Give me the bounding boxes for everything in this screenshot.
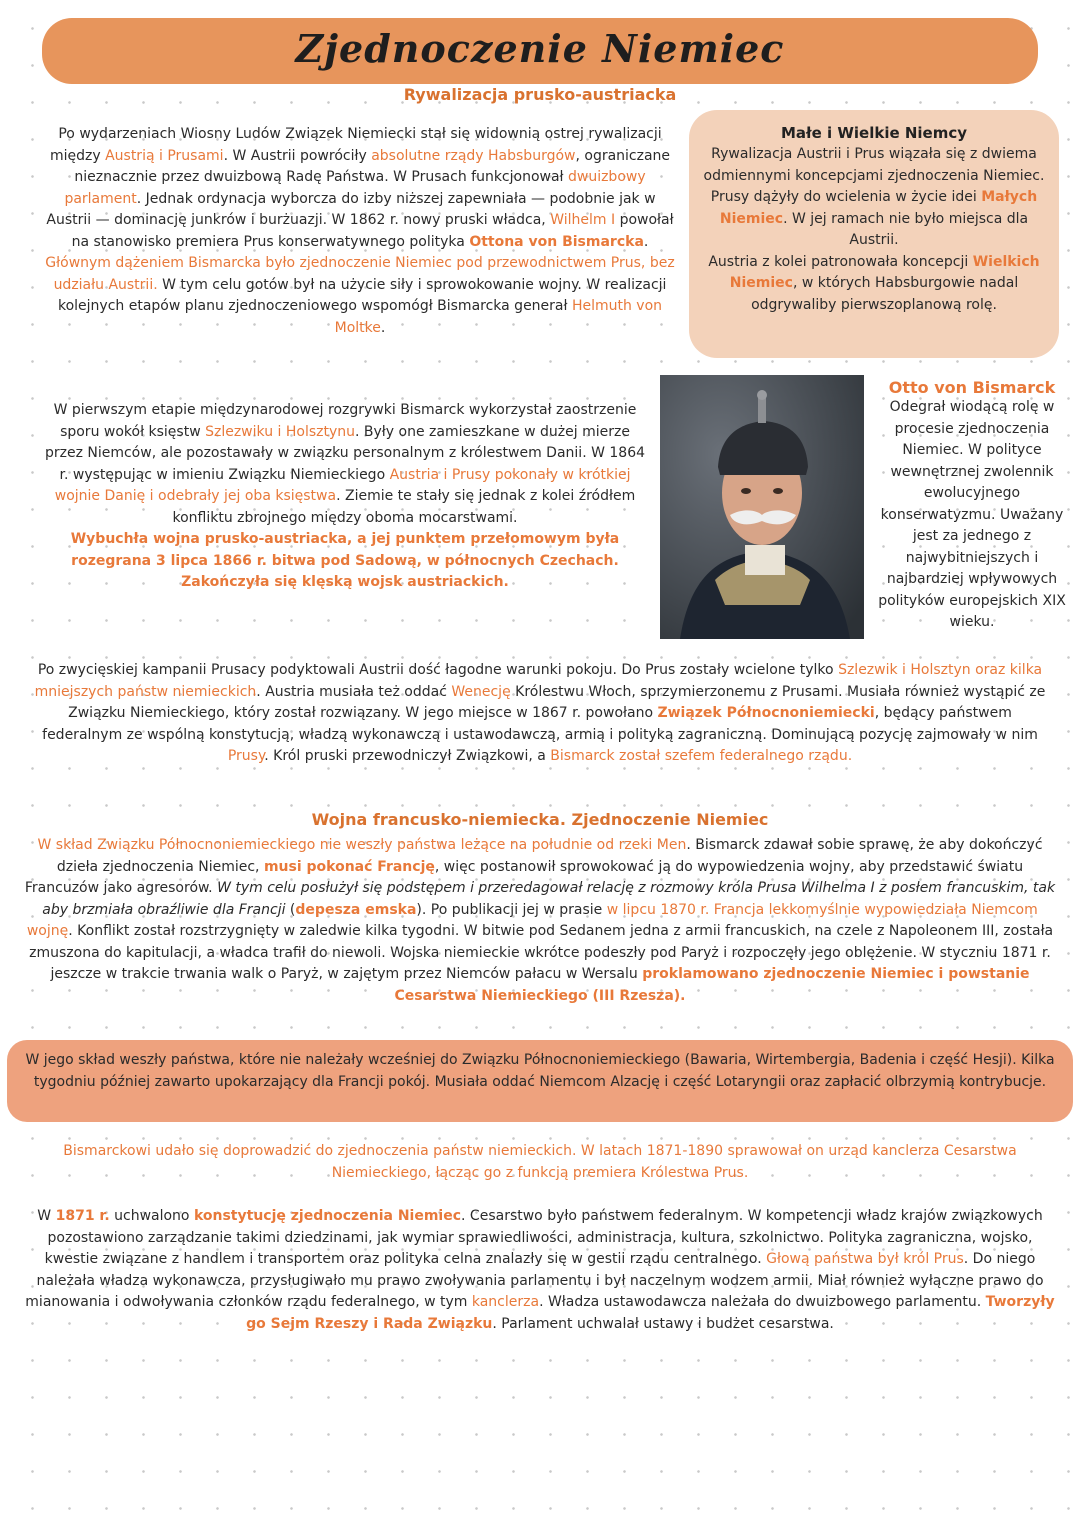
paragraph-franco-prussian-war: W skład Związku Północnoniemieckiego nie weszły państwa leżące na południe od rzeki Men. Bismarck zdawał sobie sprawę, że aby dokończyć dzieła zjednoczenia Niemiec, musi pokonać Francję, więc postanowił sprowokować ją do wypowiedzenia wojny, aby przedstawić światu Francuzów jako agresorów. W tym celu posłużył się podstępem i przeredagował relację z rozmowy króla Prusa Wilhelma I z posłem francuskim, tak aby brzmiała obraźliwie dla Francji (depesza emska). Po publikacji jej w prasie w lipcu 1870 r. Francja lekkomyślnie wypowiedziała Niemcom wojnę. Konflikt został rozstrzygnięty w zaledwie kilka tygodni. W bitwie pod Sedanem jedna z armii francuskich, na czele z Napoleonem III, została zmuszona do kapitulacji, a władca trafił do niewoli. Wojska niemieckie wkrótce podeszły pod Paryż i rozpoczęły jego oblężenie. W styczniu 1871 r. jeszcze w trakcie trwania walk o Paryż, w zajętym przez Niemców pałacu w Wersalu proklamowano zjednoczenie Niemiec i powstanie Cesarstwa Niemieckiego (III Rzesza).: [24, 837, 1056, 1004]
text-segment: musi pokonać Francję: [263, 858, 435, 875]
text-segment: Austrią i Prusami: [105, 147, 224, 164]
section-heading-rivalry: Rywalizacja prusko-austriacka: [403, 85, 677, 104]
highlight-band-text: W jego skład weszły państwa, które nie należały wcześniej do Związku Północnoniemieckiego (Bawaria, Wirtembergia, Badenia i część Hesji). Kilka tygodniu później zawarto upokarzający dla Francji pokój. Musiała oddać Niemcom Alzację i część Lotaryngii oraz zapłacić olbrzymią kontrybucje.: [25, 1052, 1055, 1090]
text-segment: W skład Związku Północnoniemieckiego nie weszły państwa leżące na południe od rzeki Men: [37, 837, 687, 853]
paragraph-chancellor: Bismarckowi udało się doprowadzić do zjednoczenia państw niemieckich. W latach 1871-1890 sprawował on urząd kanclerza Cesarstwa Niemieckiego, łącząc go z funkcją premiera Królestwa Prus.: [63, 1143, 1017, 1181]
text-segment: Wybuchła wojna prusko-austriacka, a jej punktem przełomowym była rozegrana 3 lipca 1866 r. bitwa pod Sadową, w północnych Czechach. Zakończyła się klęską wojsk austriackich.: [70, 531, 620, 590]
portrait-image: [660, 375, 864, 639]
text-segment: Wielkich Niemiec: [729, 253, 1040, 291]
bismarck-name: Otto von Bismarck: [888, 378, 1056, 397]
bismarck-portrait: [660, 375, 864, 639]
bismarck-description: Odegrał wiodącą rolę w procesie zjednoczenia Niemiec. W polityce wewnętrznej zwolennik ewolucyjnego konserwatyzmu. Uważany jest za jednego z najwybitniejszych i najbardziej wpływowych polityków europejskich XIX wieku.: [878, 399, 1066, 630]
text-segment: Austria i Prusy pokonały w krótkiej wojnie Danię i odebrały jej oba księstwa: [54, 466, 631, 504]
text-segment: absolutne rządy Habsburgów: [371, 147, 576, 164]
highlight-band: [7, 1040, 1073, 1122]
page-title: Zjednoczenie Niemiec: [295, 26, 785, 71]
text-segment: Szlezwiku i Holsztynu: [205, 423, 356, 440]
text-segment: W tym celu posłużył się podstępem i przeredagował relację z rozmowy króla Prusa Wilhelma I z posłem francuskim, tak aby brzmiała obraźliwie dla Francji: [42, 880, 1056, 918]
text-segment: Związek Północnoniemiecki: [657, 705, 875, 721]
text-segment: Tworzyły go Sejm Rzeszy i Rada Związku: [246, 1294, 1055, 1332]
title-banner: [42, 18, 1038, 84]
text-segment: dwuizbowy parlament: [64, 169, 646, 207]
text-segment: proklamowano zjednoczenie Niemiec i powstanie Cesarstwa Niemieckiego (III Rzesza).: [394, 966, 1030, 1004]
text-segment: Ottona von Bismarcka: [469, 233, 644, 250]
paragraph-constitution: W 1871 r. uchwalono konstytucję zjednoczenia Niemiec. Cesarstwo było państwem federalnym. W kompetencji władz krajów związkowych pozostawiono zarządzanie takimi dziedzinami, jak wymiar sprawiedliwości, administracja, kultura, szkolnictwo. Polityka zagraniczna, wojsko, kwestie związane z handlem i transportem oraz polityka celna znalazły się w gestii rządu centralnego. Głową państwa był król Prus. Do niego należała władza wykonawcza, przysługiwało mu prawo zwoływania parlamentu i był naczelnym wodzem armii. Miał również wyłączne prawo do mianowania i odwoływania członków rządu federalnego, w tym kanclerza. Władza ustawodawcza należała do dwuizbowego parlamentu. Tworzyły go Sejm Rzeszy i Rada Związku. Parlament uchwalał ustawy i budżet cesarstwa.: [25, 1208, 1055, 1332]
info-box-title: Małe i Wielkie Niemcy: [780, 124, 968, 142]
text-segment: kanclerza: [471, 1294, 540, 1310]
text-segment: depesza emska: [295, 901, 417, 918]
text-segment: 1871 r.: [55, 1208, 110, 1224]
text-segment: Małych Niemiec: [719, 189, 1038, 227]
info-box-small-big-germany: [689, 110, 1059, 358]
text-segment: Wilhelm I: [550, 212, 616, 228]
text-segment: Prusy: [227, 748, 265, 764]
bismarck-note: [868, 378, 1076, 634]
info-box-text: Rywalizacja Austrii i Prus wiązała się z dwiema odmiennymi koncepcjami zjednoczenia Niemiec. Prusy dążyły do wcielenia w życie idei Małych Niemiec. W jej ramach nie było miejsca dla Austrii. Austria z kolei patronowała koncepcji Wielkich Niemiec, w których Habsburgowie nadal odgrywaliby pierwszoplanową rolę.: [703, 146, 1045, 313]
text-segment: w lipcu 1870 r. Francja lekkomyślnie wypowiedziała Niemcom wojnę: [26, 901, 1038, 939]
text-segment: Głową państwa był król Prus: [766, 1251, 964, 1267]
paragraph-danish-war: W pierwszym etapie międzynarodowej rozgrywki Bismarck wykorzystał zaostrzenie sporu wokół księstw Szlezwiku i Holsztynu. Były one zamieszkane w dużej mierze przez Niemców, ale pozostawały w związku personalnym z królestwem Danii. W 1864 r. występując w imieniu Związku Niemieckiego Austria i Prusy pokonały w krótkiej wojnie Danię i odebrały jej oba księstwa. Ziemie te stały się jednak z kolei źródłem konfliktu zbrojnego między oboma mocarstwami. Wybuchła wojna prusko-austriacka, a jej punktem przełomowym była rozegrana 3 lipca 1866 r. bitwa pod Sadową, w północnych Czechach. Zakończyła się klęską wojsk austriackich.: [44, 402, 646, 590]
text-segment: Szlezwik i Holsztyn oraz kilka mniejszych państw niemieckich: [34, 662, 1043, 700]
text-segment: Bismarck został szefem federalnego rządu.: [550, 748, 853, 764]
text-segment: Helmuth von Moltke: [334, 298, 663, 336]
text-segment: Wenecję: [451, 683, 511, 700]
paragraph-rivalry: Po wydarzeniach Wiosny Ludów Związek Niemiecki stał się widownią ostrej rywalizacji między Austrią i Prusami. W Austrii powróciły absolutne rządy Habsburgów, ograniczane nieznacznie przez dwuizbową Radę Państwa. W Prusach funkcjonował dwuizbowy parlament. Jednak ordynacja wyborcza do izby niższej zapewniała — podobnie jak w Austrii — dominację junkrów i burżuazji. W 1862 r. nowy pruski władca, Wilhelm I powołał na stanowisko premiera Prus konserwatywnego polityka Ottona von Bismarcka. Głównym dążeniem Bismarcka było zjednoczenie Niemiec pod przewodnictwem Prus, bez udziału Austrii. W tym celu gotów był na użycie siły i sprowokowanie wojny. W realizacji kolejnych etapów planu zjednoczeniowego wspomógł Bismarcka generał Helmuth von Moltke.: [45, 126, 675, 336]
paragraph-north-german-confederation: Po zwycięskiej kampanii Prusacy podyktowali Austrii dość łagodne warunki pokoju. Do Prus zostały wcielone tylko Szlezwik i Holsztyn oraz kilka mniejszych państw niemieckich. Austria musiała też oddać Wenecję Królestwu Włoch, sprzymierzonemu z Prusami. Musiała również wystąpić ze Związku Niemieckiego, który został rozwiązany. W jego miejsce w 1867 r. powołano Związek Północnoniemiecki, będący państwem federalnym ze wspólną konstytucją, władzą wykonawczą i ustawodawczą, armią i polityką zagraniczną. Dominującą pozycję zajmowały w nim Prusy. Król pruski przewodniczył Związkowi, a Bismarck został szefem federalnego rządu.: [34, 662, 1046, 764]
section-heading-franco-prussian-war: Wojna francusko-niemiecka. Zjednoczenie Niemiec: [311, 810, 769, 829]
text-segment: Głównym dążeniem Bismarcka było zjednoczenie Niemiec pod przewodnictwem Prus, bez udziału Austrii.: [45, 255, 675, 293]
text-segment: konstytucję zjednoczenia Niemiec: [193, 1208, 462, 1224]
